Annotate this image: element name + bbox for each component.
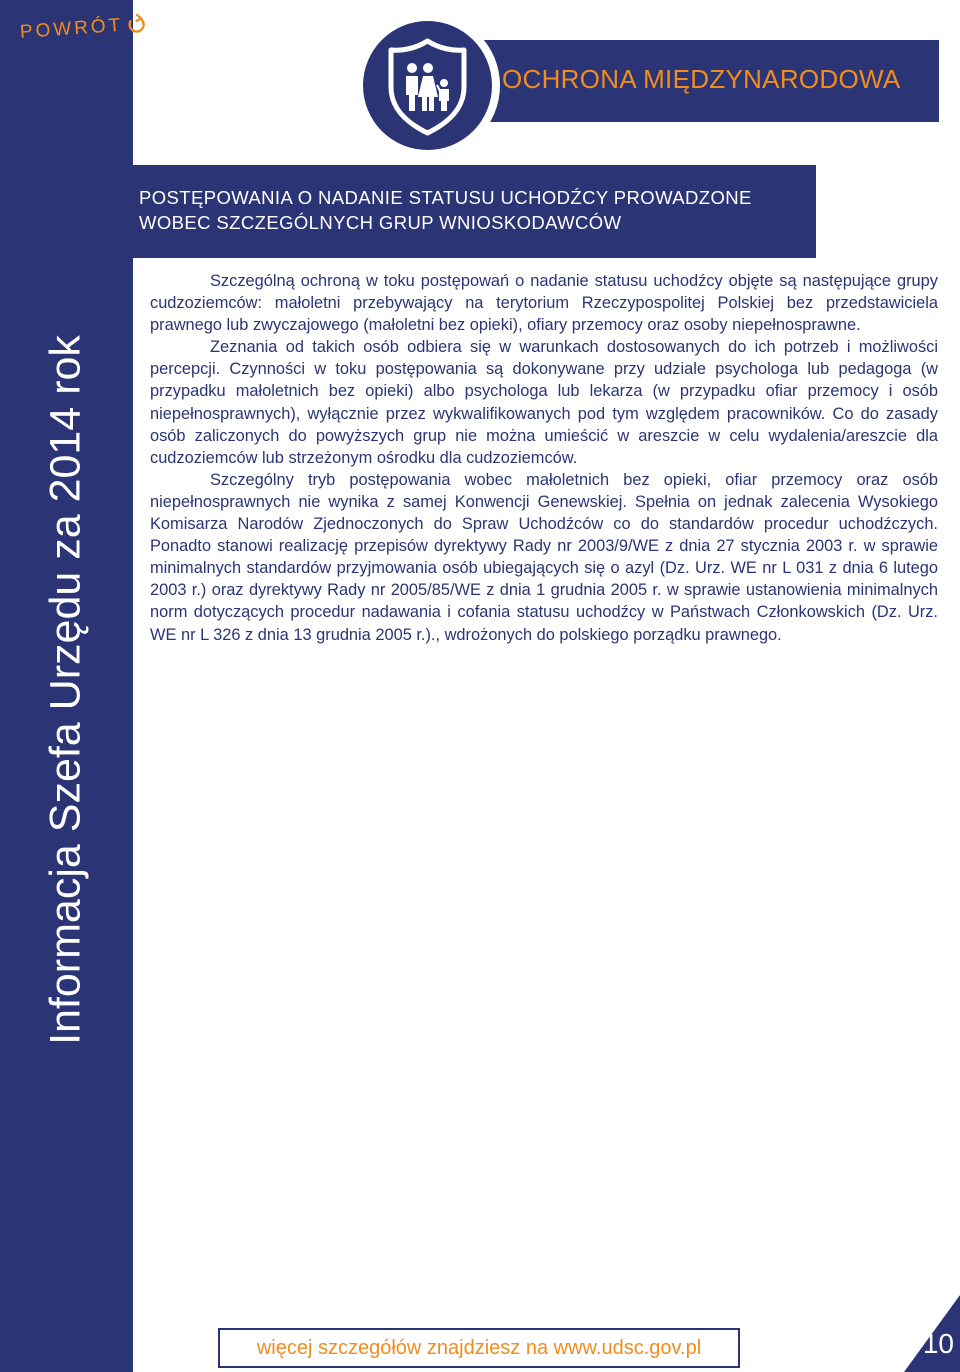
report-vertical-title: Informacja Szefa Urzędu za 2014 rok [41,335,90,1045]
paragraph: Zeznania od takich osób odbiera się w warunkach dostosowanych do ich potrzeb i możliwości percepcji. Czynności w toku postępowania są dokonywane przy udziale psychologa lub pedagoga (w przypadku małoletnich bez opieki) albo psychologa lub lekarza (w przypadku ofiar przemocy i osób niepełnosprawnych), wyłącznie przez wykwalifikowanych pod tym względem pracowników. Co do zasady osób zaliczonych do powyższych grup nie można umieścić w areszcie w celu wydalenia/areszcie dla cudzoziemców lub strzeżonym ośrodku dla cudzoziemców. [150,338,938,467]
more-info-link[interactable] [218,1328,740,1368]
return-arrow-icon [124,13,147,36]
back-button-label: POWRÓT [19,14,124,43]
page-number: 10 [922,1328,954,1359]
paragraph: Szczególną ochroną w toku postępowań o nadanie statusu uchodźcy objęte są następujące grupy cudzoziemców: małoletni przebywający na terytorium Rzeczypospolitej Polskiej bez przedstawiciela prawnego lub zwyczajowego (małoletni bez opieki), ofiary przemocy oraz osoby niepełnosprawne. [150,272,938,335]
back-button[interactable] [19,13,148,44]
section-title-box [133,165,816,258]
page-title: OCHRONA MIĘDZYNARODOWA [502,64,901,94]
section-title-line-2: WOBEC SZCZEGÓLNYCH GRUP WNIOSKODAWCÓW [139,212,622,233]
more-info-link-label: więcej szczegółów znajdziesz na www.udsc.gov.pl [256,1336,702,1359]
paragraph: Szczególny tryb postępowania wobec małoletnich bez opieki, ofiar przemocy oraz osób niepełnosprawnych nie wynika z samej Konwencji Genewskiej. Spełnia on jednak zalecenia Wysokiego Komisarza Narodów Zjednoczonych do Spraw Uchodźców co do standardów procedur uchodźczych. Ponadto stanowi realizację przepisów dyrektywy Rady nr 2003/9/WE z dnia 27 stycznia 2003 r. w sprawie minimalnych standardów przyjmowania osób ubiegających się o azyl (Dz. Urz. WE nr L 031 z dnia 6 lutego 2003 r.) oraz dyrektywy Rady nr 2005/85/WE z dnia 1 grudnia 2005 r. w sprawie ustanowienia minimalnych norm dotyczących procedur nadawania i cofania statusu uchodźcy w Państwach Członkowskich (Dz. Urz. WE nr L 326 z dnia 13 grudnia 2005 r.)., wdrożonych do polskiego porządku prawnego. [150,470,938,644]
section-title-line-1: POSTĘPOWANIA O NADANIE STATUSU UCHODŹCY PROWADZONE [139,187,752,208]
header-banner [464,40,939,122]
shield-family-icon [355,13,500,158]
body-text [150,270,938,646]
sidebar [0,0,133,1372]
page-number-badge [904,1295,960,1372]
